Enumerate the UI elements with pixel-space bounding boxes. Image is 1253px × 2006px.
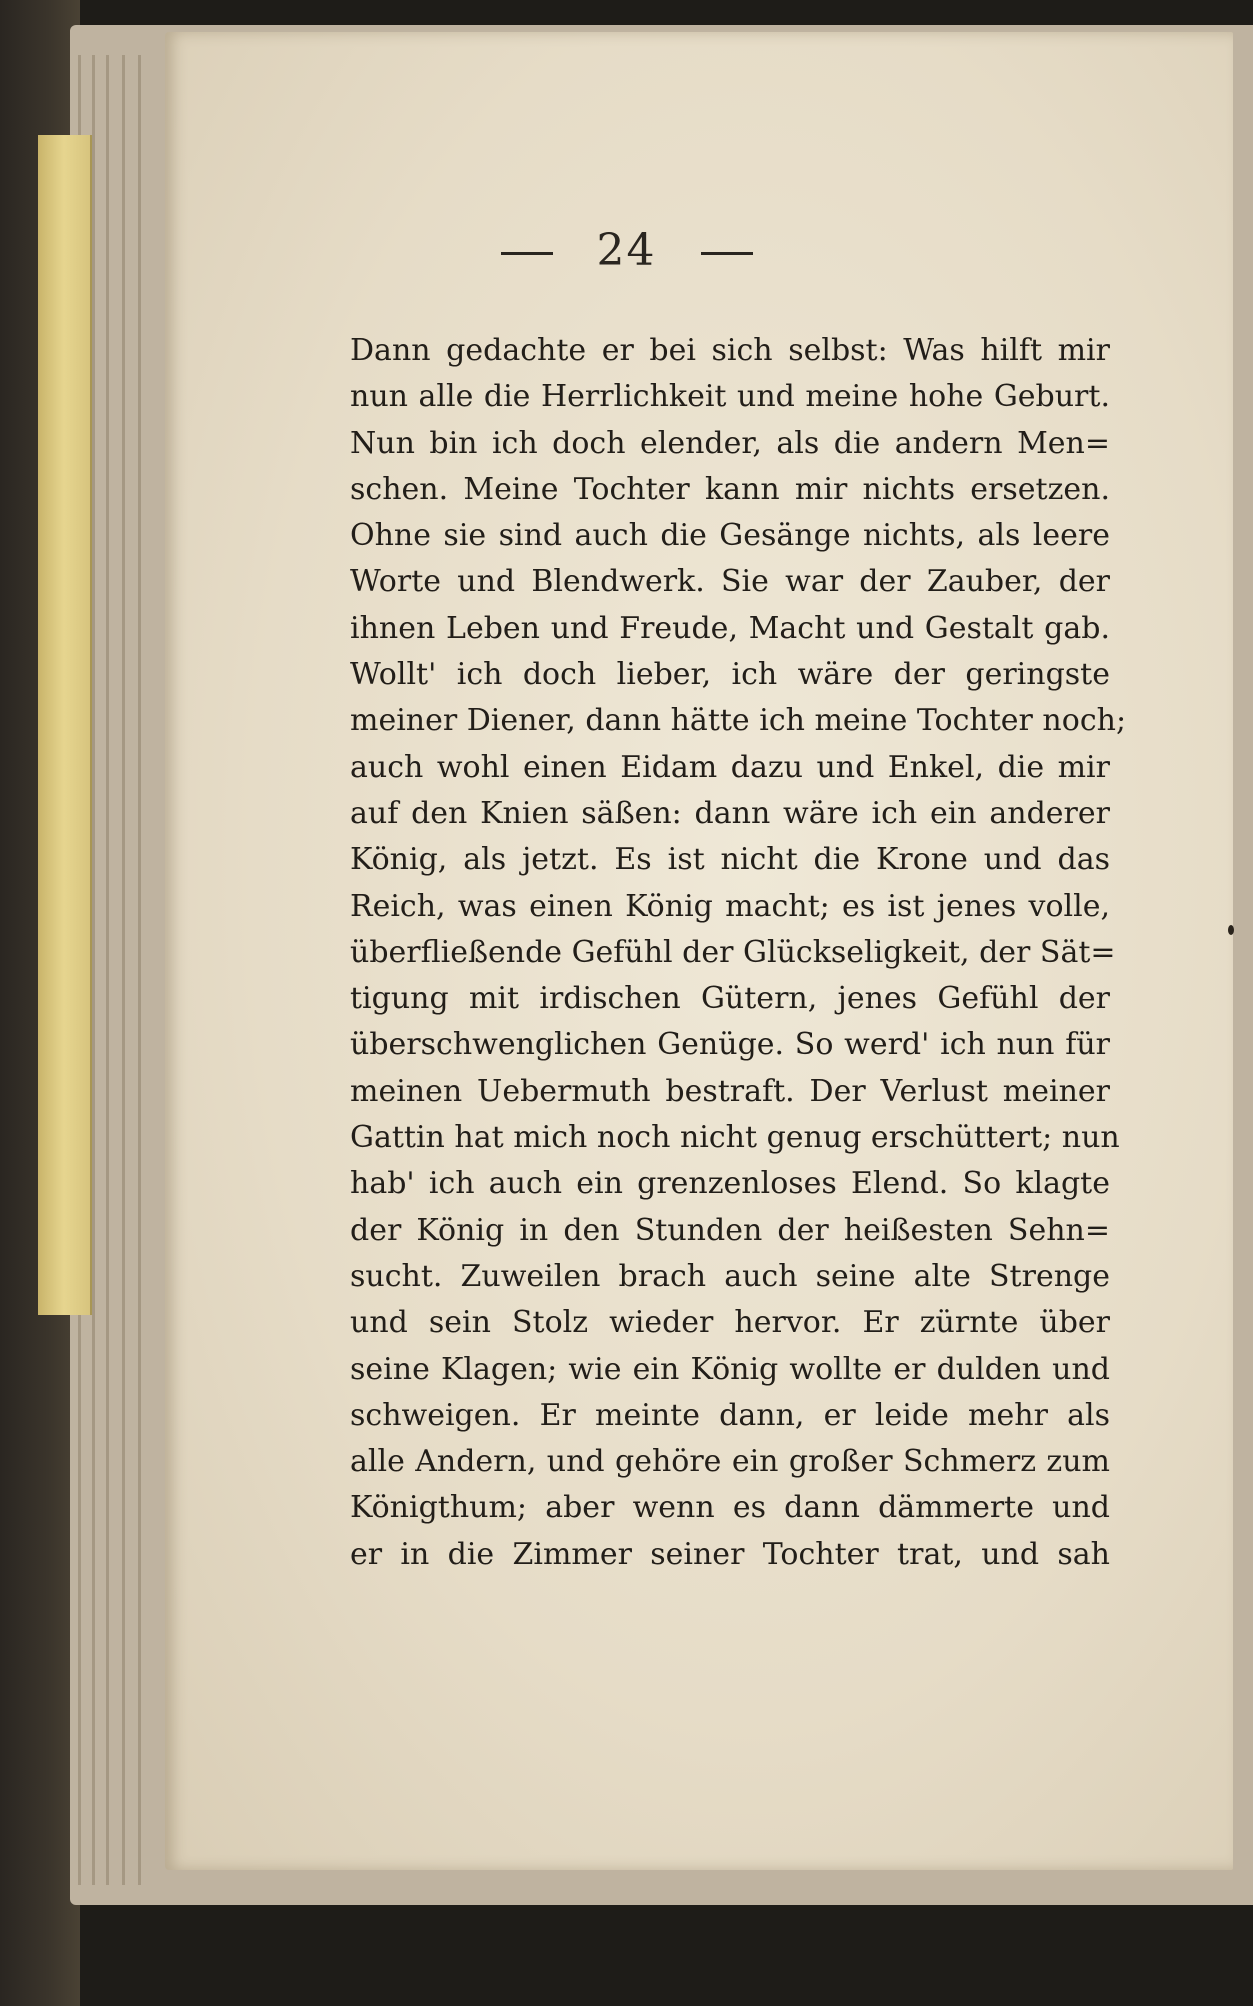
- text-line: König, als jetzt. Es ist nicht die Krone und das: [350, 842, 1110, 878]
- text-line: überfließende Gefühl der Glückseligkeit, der Sät=: [350, 934, 1116, 970]
- text-line: auch wohl einen Eidam dazu und Enkel, die mir: [350, 749, 1110, 785]
- text-line: meinen Uebermuth bestraft. Der Verlust meiner: [350, 1073, 1110, 1109]
- page-edge-line: [106, 55, 109, 1885]
- text-line: hab' ich auch ein grenzenloses Elend. So klagte: [350, 1166, 1110, 1202]
- text-line: auf den Knien säßen: dann wäre ich ein anderer: [350, 795, 1110, 831]
- ink-speck: [1228, 925, 1234, 935]
- text-line: Gattin hat mich noch nicht genug erschüttert; nun: [350, 1120, 1120, 1156]
- yellow-bookmark-leaf: [38, 135, 92, 1315]
- text-line: Ohne sie sind auch die Gesänge nichts, als leere: [350, 518, 1110, 554]
- text-line: ihnen Leben und Freude, Macht und Gestalt gab.: [350, 610, 1110, 646]
- text-line: alle Andern, und gehöre ein großer Schmerz zum: [350, 1444, 1110, 1480]
- page-edge-line: [92, 55, 95, 1885]
- text-line: Königthum; aber wenn es dann dämmerte und: [350, 1490, 1110, 1526]
- text-line: er in die Zimmer seiner Tochter trat, und sah: [350, 1536, 1110, 1572]
- text-line: seine Klagen; wie ein König wollte er dulden und: [350, 1351, 1110, 1387]
- page-edge-line: [122, 55, 125, 1885]
- text-line: Nun bin ich doch elender, als die andern Men=: [350, 425, 1110, 461]
- page-number-value: 24: [596, 225, 657, 276]
- text-line: der König in den Stunden der heißesten Sehn=: [350, 1212, 1110, 1248]
- text-line: überschwenglichen Genüge. So werd' ich nun für: [350, 1027, 1110, 1063]
- body-text: [350, 328, 1127, 1578]
- text-line: Wollt' ich doch lieber, ich wäre der geringste: [350, 657, 1110, 693]
- dash-left: [501, 252, 553, 255]
- page-number: [0, 225, 1253, 276]
- text-line: Reich, was einen König macht; es ist jenes volle,: [350, 888, 1110, 924]
- text-line: Dann gedachte er bei sich selbst: Was hilft mir: [350, 333, 1110, 368]
- text-line: tigung mit irdischen Gütern, jenes Gefühl der: [350, 981, 1110, 1017]
- text-line: meiner Diener, dann hätte ich meine Tochter noch;: [350, 703, 1127, 739]
- text-line: nun alle die Herrlichkeit und meine hohe Geburt.: [350, 379, 1110, 415]
- text-line: und sein Stolz wieder hervor. Er zürnte über: [350, 1305, 1110, 1341]
- text-line: schen. Meine Tochter kann mir nichts ersetzen.: [350, 471, 1110, 507]
- page-edge-line: [138, 55, 141, 1885]
- text-line: schweigen. Er meinte dann, er leide mehr als: [350, 1397, 1110, 1433]
- text-line: Worte und Blendwerk. Sie war der Zauber, der: [350, 564, 1110, 600]
- dash-right: [701, 252, 753, 255]
- text-line: sucht. Zuweilen brach auch seine alte Strenge: [350, 1258, 1110, 1294]
